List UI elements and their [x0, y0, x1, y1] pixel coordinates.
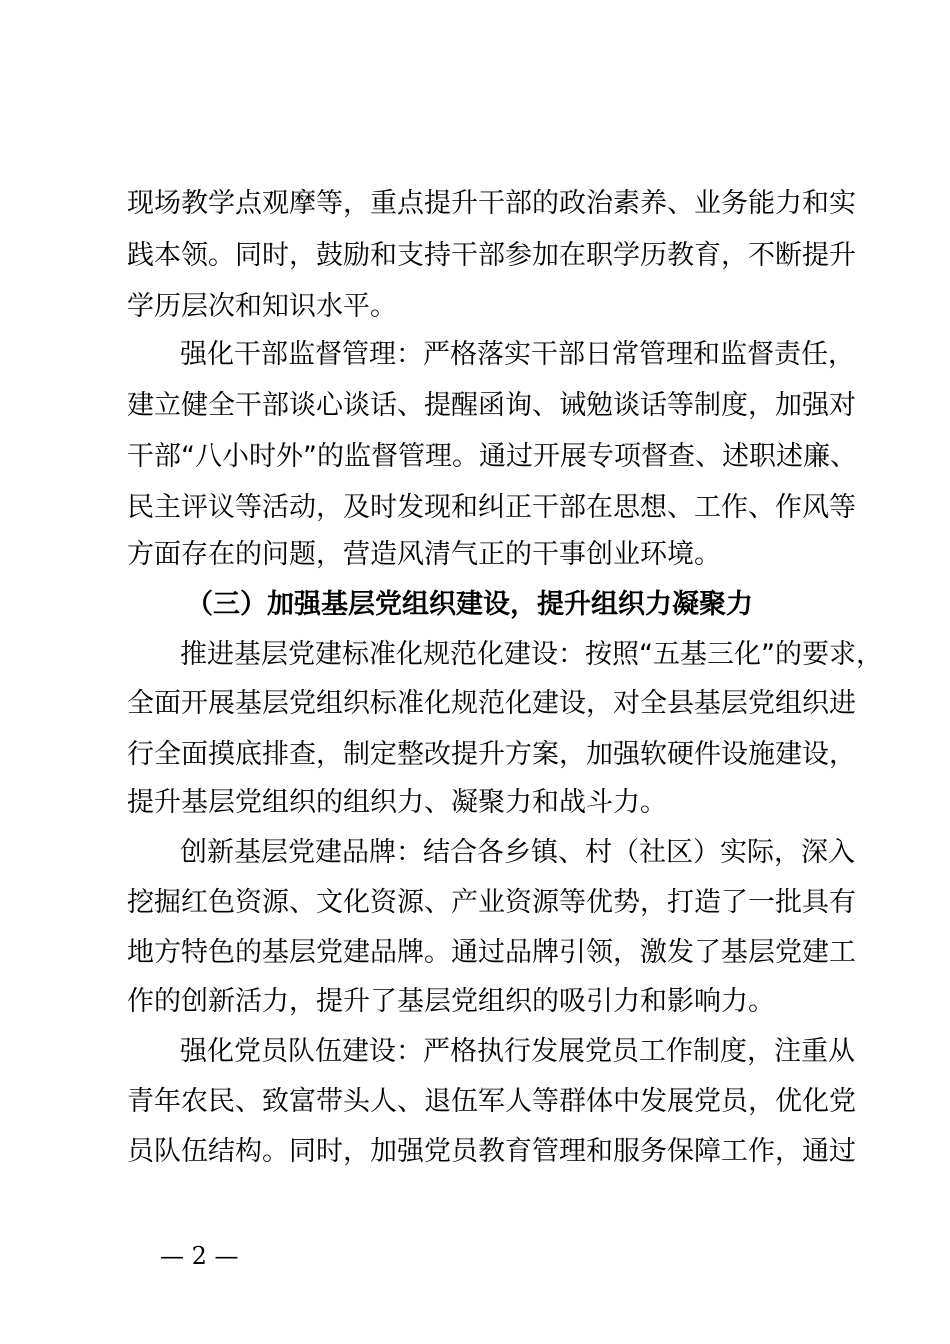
text-line: 现场教学点观摩等，重点提升干部的政治素养、业务能力和实	[127, 188, 856, 219]
text-line: 全面开展基层党组织标准化规范化建设，对全县基层党组织进	[127, 688, 856, 719]
text-line: 民主评议等活动，及时发现和纠正干部在思想、工作、作风等	[127, 492, 856, 523]
text-line: 强化干部监督管理：严格落实干部日常管理和监督责任，	[180, 339, 855, 370]
text-line: 践本领。同时，鼓励和支持干部参加在职学历教育，不断提升	[127, 240, 856, 271]
text-line: 作的创新活力，提升了基层党组织的吸引力和影响力。	[127, 986, 775, 1017]
page-number: — 2 —	[160, 1242, 239, 1270]
section-heading: （三）加强基层党组织建设，提升组织力凝聚力	[186, 589, 753, 620]
text-line: 青年农民、致富带头人、退伍军人等群体中发展党员，优化党	[127, 1086, 856, 1117]
text-line: 行全面摸底排查，制定整改提升方案，加强软硬件设施建设，	[127, 739, 856, 770]
text-line: 方面存在的问题，营造风清气正的干事创业环境。	[127, 539, 721, 570]
text-line: 干部“八小时外”的监督管理。通过开展专项督查、述职述廉、	[127, 441, 857, 472]
text-line: 学历层次和知识水平。	[127, 291, 397, 322]
text-line: 创新基层党建品牌：结合各乡镇、村（社区）实际，深入	[180, 837, 855, 868]
text-line: 建立健全干部谈心谈话、提醒函询、诫勉谈话等制度，加强对	[127, 390, 856, 421]
text-line: 地方特色的基层党建品牌。通过品牌引领，激发了基层党建工	[127, 937, 856, 968]
text-line: 推进基层党建标准化规范化建设：按照“五基三化”的要求，	[180, 639, 883, 670]
text-line: 挖掘红色资源、文化资源、产业资源等优势，打造了一批具有	[127, 887, 856, 918]
text-line: 提升基层党组织的组织力、凝聚力和战斗力。	[127, 787, 667, 818]
text-line: 强化党员队伍建设：严格执行发展党员工作制度，注重从	[180, 1036, 855, 1067]
text-line: 员队伍结构。同时，加强党员教育管理和服务保障工作，通过	[127, 1136, 856, 1167]
